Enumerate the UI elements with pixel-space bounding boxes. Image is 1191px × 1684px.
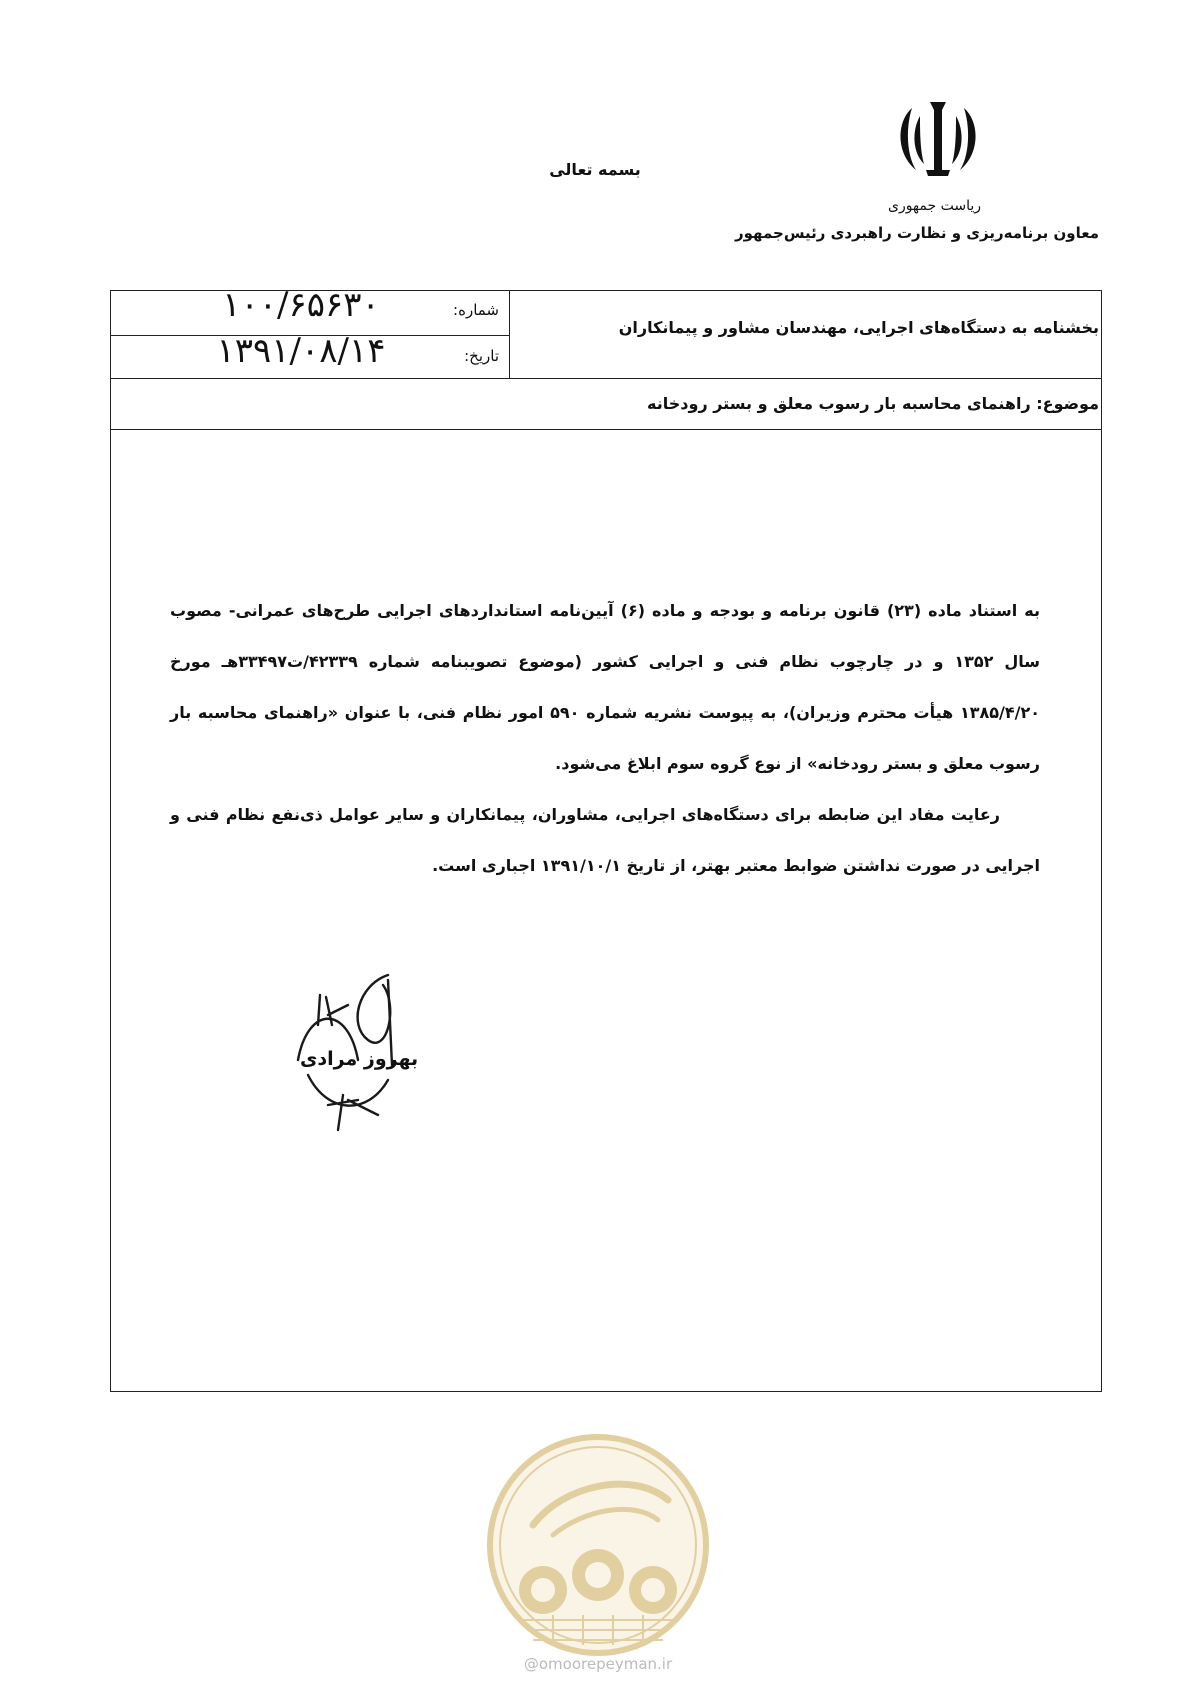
watermark-seal-icon bbox=[483, 1430, 713, 1660]
bold-title: راهنمای محاسبه بار رسوب معلق و بستر رودخانه bbox=[170, 703, 1040, 773]
subject-line: موضوع: راهنمای محاسبه بار رسوب معلق و بستر رودخانه bbox=[647, 394, 1099, 413]
divider bbox=[111, 378, 1101, 379]
date-value: ۱۳۹۱/۰۸/۱۴ bbox=[216, 331, 386, 371]
divider bbox=[509, 291, 510, 378]
divider bbox=[111, 429, 1101, 430]
recipient-line: بخشنامه به دستگاه‌های اجرایی، مهندسان مشاور و پیمانکاران bbox=[618, 318, 1099, 337]
org-line-presidency: ریاست جمهوری bbox=[887, 198, 981, 214]
besmellah: بسمه تعالی bbox=[549, 160, 641, 179]
iran-emblem-icon bbox=[890, 98, 986, 182]
paragraph-2: رعایت مفاد این ضابطه برای دستگاه‌های اجرایی، مشاوران، پیمانکاران و سایر عوامل ذی‌نفع نظام فنی و اجرایی در صورت نداشتن ضوابط معتبر بهتر، از تاریخ ۱۳۹۱/۱۰/۱ اجباری است. bbox=[170, 805, 1040, 875]
date-label: تاریخ: bbox=[464, 347, 499, 365]
number-label: شماره: bbox=[453, 301, 499, 319]
org-line-deputy: معاون برنامه‌ریزی و نظارت راهبردی رئیس‌جمهور bbox=[735, 224, 1099, 242]
signatory-name: بهروز مرادی bbox=[300, 1048, 419, 1070]
letter-body bbox=[170, 585, 1040, 891]
number-value: ۱۰۰/۶۵۶۳۰ bbox=[222, 285, 380, 325]
paragraph-1: به استناد ماده (۲۳) قانون برنامه و بودجه و ماده (۶) آیین‌نامه استانداردهای اجرایی طرح‌های عمرانی- مصوب سال ۱۳۵۲ و در چارچوب نظام فنی و اجرایی کشور (موضوع تصویبنامه شماره ۴۲۳۳۹/ت۳۳۴۹۷هـ مورخ ۱۳۸۵/۴/۲۰ هیأت محترم وزیران)، به پیوست نشریه شماره ۵۹۰ امور نظام فنی، با عنوان «راهنمای محاسبه بار رسوب معلق و بستر رودخانه» از نوع گروه سوم ابلاغ می‌شود. bbox=[170, 601, 1041, 773]
watermark-url: @omoorepeyman.ir bbox=[523, 1655, 673, 1673]
